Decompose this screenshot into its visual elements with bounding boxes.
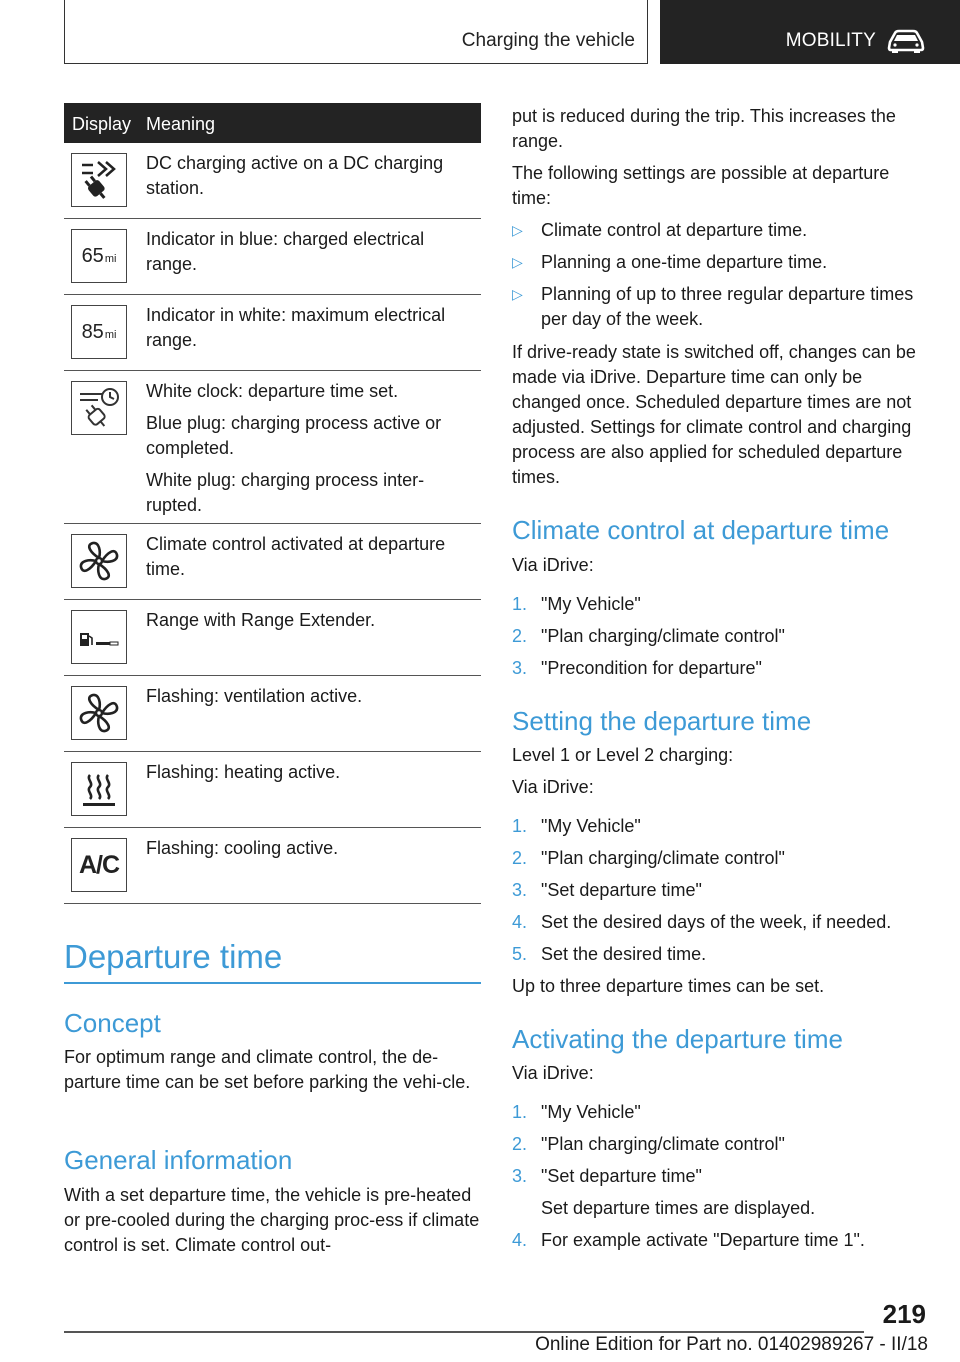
step-number: 2. <box>512 626 528 646</box>
step-number: 4. <box>512 1230 528 1250</box>
row-meaning-text: Blue plug: charging process active or completed. <box>146 413 442 458</box>
row-meaning-text: Indicator in blue: charged electrical range. <box>146 229 425 274</box>
step-number: 5. <box>512 944 528 964</box>
step-number: 3. <box>512 1166 528 1186</box>
via-idrive-label: Via iDrive: <box>512 555 594 575</box>
range-extender-icon <box>71 610 127 664</box>
heading-setting-departure-time: Setting the departure time <box>512 706 812 736</box>
list-item-text: Planning of up to three regular departure times per day of the week. <box>541 284 914 329</box>
row-meaning-text: Flashing: ventilation active. <box>146 686 363 706</box>
ac-label: A/C <box>78 850 120 879</box>
step-text: "Plan charging/climate control" <box>541 1134 785 1154</box>
concept-paragraph: For optimum range and climate control, the de-parture time can be set before parking the vehi-cle. <box>64 1047 471 1092</box>
range-unit: mi <box>104 253 117 265</box>
table-row <box>64 828 481 904</box>
range-unit: mi <box>104 329 117 341</box>
heating-icon <box>71 762 127 816</box>
list-item-text: Climate control at departure time. <box>541 220 808 240</box>
via-idrive-label: Via iDrive: <box>512 1063 594 1083</box>
header-section-box <box>64 0 648 64</box>
charging-level-label: Level 1 or Level 2 charging: <box>512 745 734 765</box>
list-item-text: Planning a one-time departure time. <box>541 252 828 272</box>
table-row <box>64 524 481 600</box>
heading-general-information: General information <box>64 1145 293 1175</box>
general-paragraph: With a set departure time, the vehicle is pre-heated or pre-cooled during the charging proc-ess if climate control is set. Climate control out- <box>64 1185 480 1255</box>
row-meaning-text: Indicator in white: maximum electrical range. <box>146 305 446 350</box>
table-header <box>64 103 481 143</box>
fan-icon <box>71 686 127 740</box>
row-meaning-text: White plug: charging process inter-rupted. <box>146 470 425 515</box>
departure-times-note: Up to three departure times can be set. <box>512 976 825 996</box>
step-number: 3. <box>512 658 528 678</box>
step-sub-text: Set departure times are displayed. <box>541 1198 816 1218</box>
drive-ready-paragraph: If drive-ready state is switched off, changes can be made via iDrive. Departure time can only be changed once. Scheduled departure times are not adjusted. Settings for climate control and charging process are also applied for scheduled departure times. <box>512 342 916 487</box>
table-row <box>64 676 481 752</box>
header-chapter-box <box>660 0 960 64</box>
triangle-bullet-icon: ▷ <box>512 222 523 238</box>
car-icon <box>886 28 926 54</box>
step-text: "Precondition for departure" <box>541 658 762 678</box>
ac-icon <box>71 838 127 892</box>
table-row <box>64 295 481 371</box>
via-idrive-label: Via iDrive: <box>512 777 594 797</box>
table-row <box>64 752 481 828</box>
step-text: For example activate "Departure time 1". <box>541 1230 865 1250</box>
section-title: Charging the vehicle <box>461 30 635 51</box>
heading-divider <box>64 982 481 984</box>
step-number: 1. <box>512 594 528 614</box>
step-number: 2. <box>512 848 528 868</box>
range-85mi-icon <box>71 305 127 359</box>
heading-concept: Concept <box>64 1008 161 1038</box>
step-text: Set the desired time. <box>541 944 707 964</box>
chapter-title: MOBILITY <box>785 30 876 51</box>
step-text: "Set departure time" <box>541 1166 702 1186</box>
footer-edition: Online Edition for Part no. 01402989267 - II/18 <box>535 1334 928 1355</box>
row-meaning-text: Flashing: cooling active. <box>146 838 339 858</box>
clock-plug-icon <box>71 381 127 435</box>
step-text: "Plan charging/climate control" <box>541 848 785 868</box>
step-number: 3. <box>512 880 528 900</box>
column-header-display: Display <box>72 114 132 134</box>
table-row <box>64 219 481 295</box>
table-row <box>64 600 481 676</box>
row-meaning-text: Range with Range Extender. <box>146 610 376 630</box>
heading-activating-departure-time: Activating the departure time <box>512 1024 843 1054</box>
row-meaning-text: White clock: departure time set. <box>146 381 399 401</box>
range-value: 65 <box>81 244 104 267</box>
heading-departure-time: Departure time <box>64 938 283 975</box>
footer-divider <box>64 1331 864 1333</box>
step-text: "Plan charging/climate control" <box>541 626 785 646</box>
heading-climate-control: Climate control at departure time <box>512 515 890 545</box>
table-row <box>64 143 481 219</box>
range-65mi-icon <box>71 229 127 283</box>
step-text: "My Vehicle" <box>541 1102 641 1122</box>
fan-icon <box>71 534 127 588</box>
step-text: "Set departure time" <box>541 880 702 900</box>
triangle-bullet-icon: ▷ <box>512 254 523 270</box>
step-number: 2. <box>512 1134 528 1154</box>
continued-paragraph: put is reduced during the trip. This increases the range. <box>512 106 896 151</box>
triangle-bullet-icon: ▷ <box>512 286 523 302</box>
table-row <box>64 371 481 524</box>
range-value: 85 <box>81 320 104 343</box>
column-header-meaning: Meaning <box>146 114 216 134</box>
display-meaning-table <box>64 103 481 904</box>
dc-charging-icon <box>71 153 127 207</box>
step-text: Set the desired days of the week, if needed. <box>541 912 892 932</box>
step-number: 4. <box>512 912 528 932</box>
row-meaning-text: Climate control activated at departure time. <box>146 534 446 579</box>
step-number: 1. <box>512 1102 528 1122</box>
step-text: "My Vehicle" <box>541 816 641 836</box>
settings-intro: The following settings are possible at departure time: <box>512 163 890 208</box>
row-meaning-text: Flashing: heating active. <box>146 762 341 782</box>
row-meaning-text: DC charging active on a DC charging station. <box>146 153 444 198</box>
page-number: 219 <box>882 1299 926 1329</box>
step-text: "My Vehicle" <box>541 594 641 614</box>
step-number: 1. <box>512 816 528 836</box>
